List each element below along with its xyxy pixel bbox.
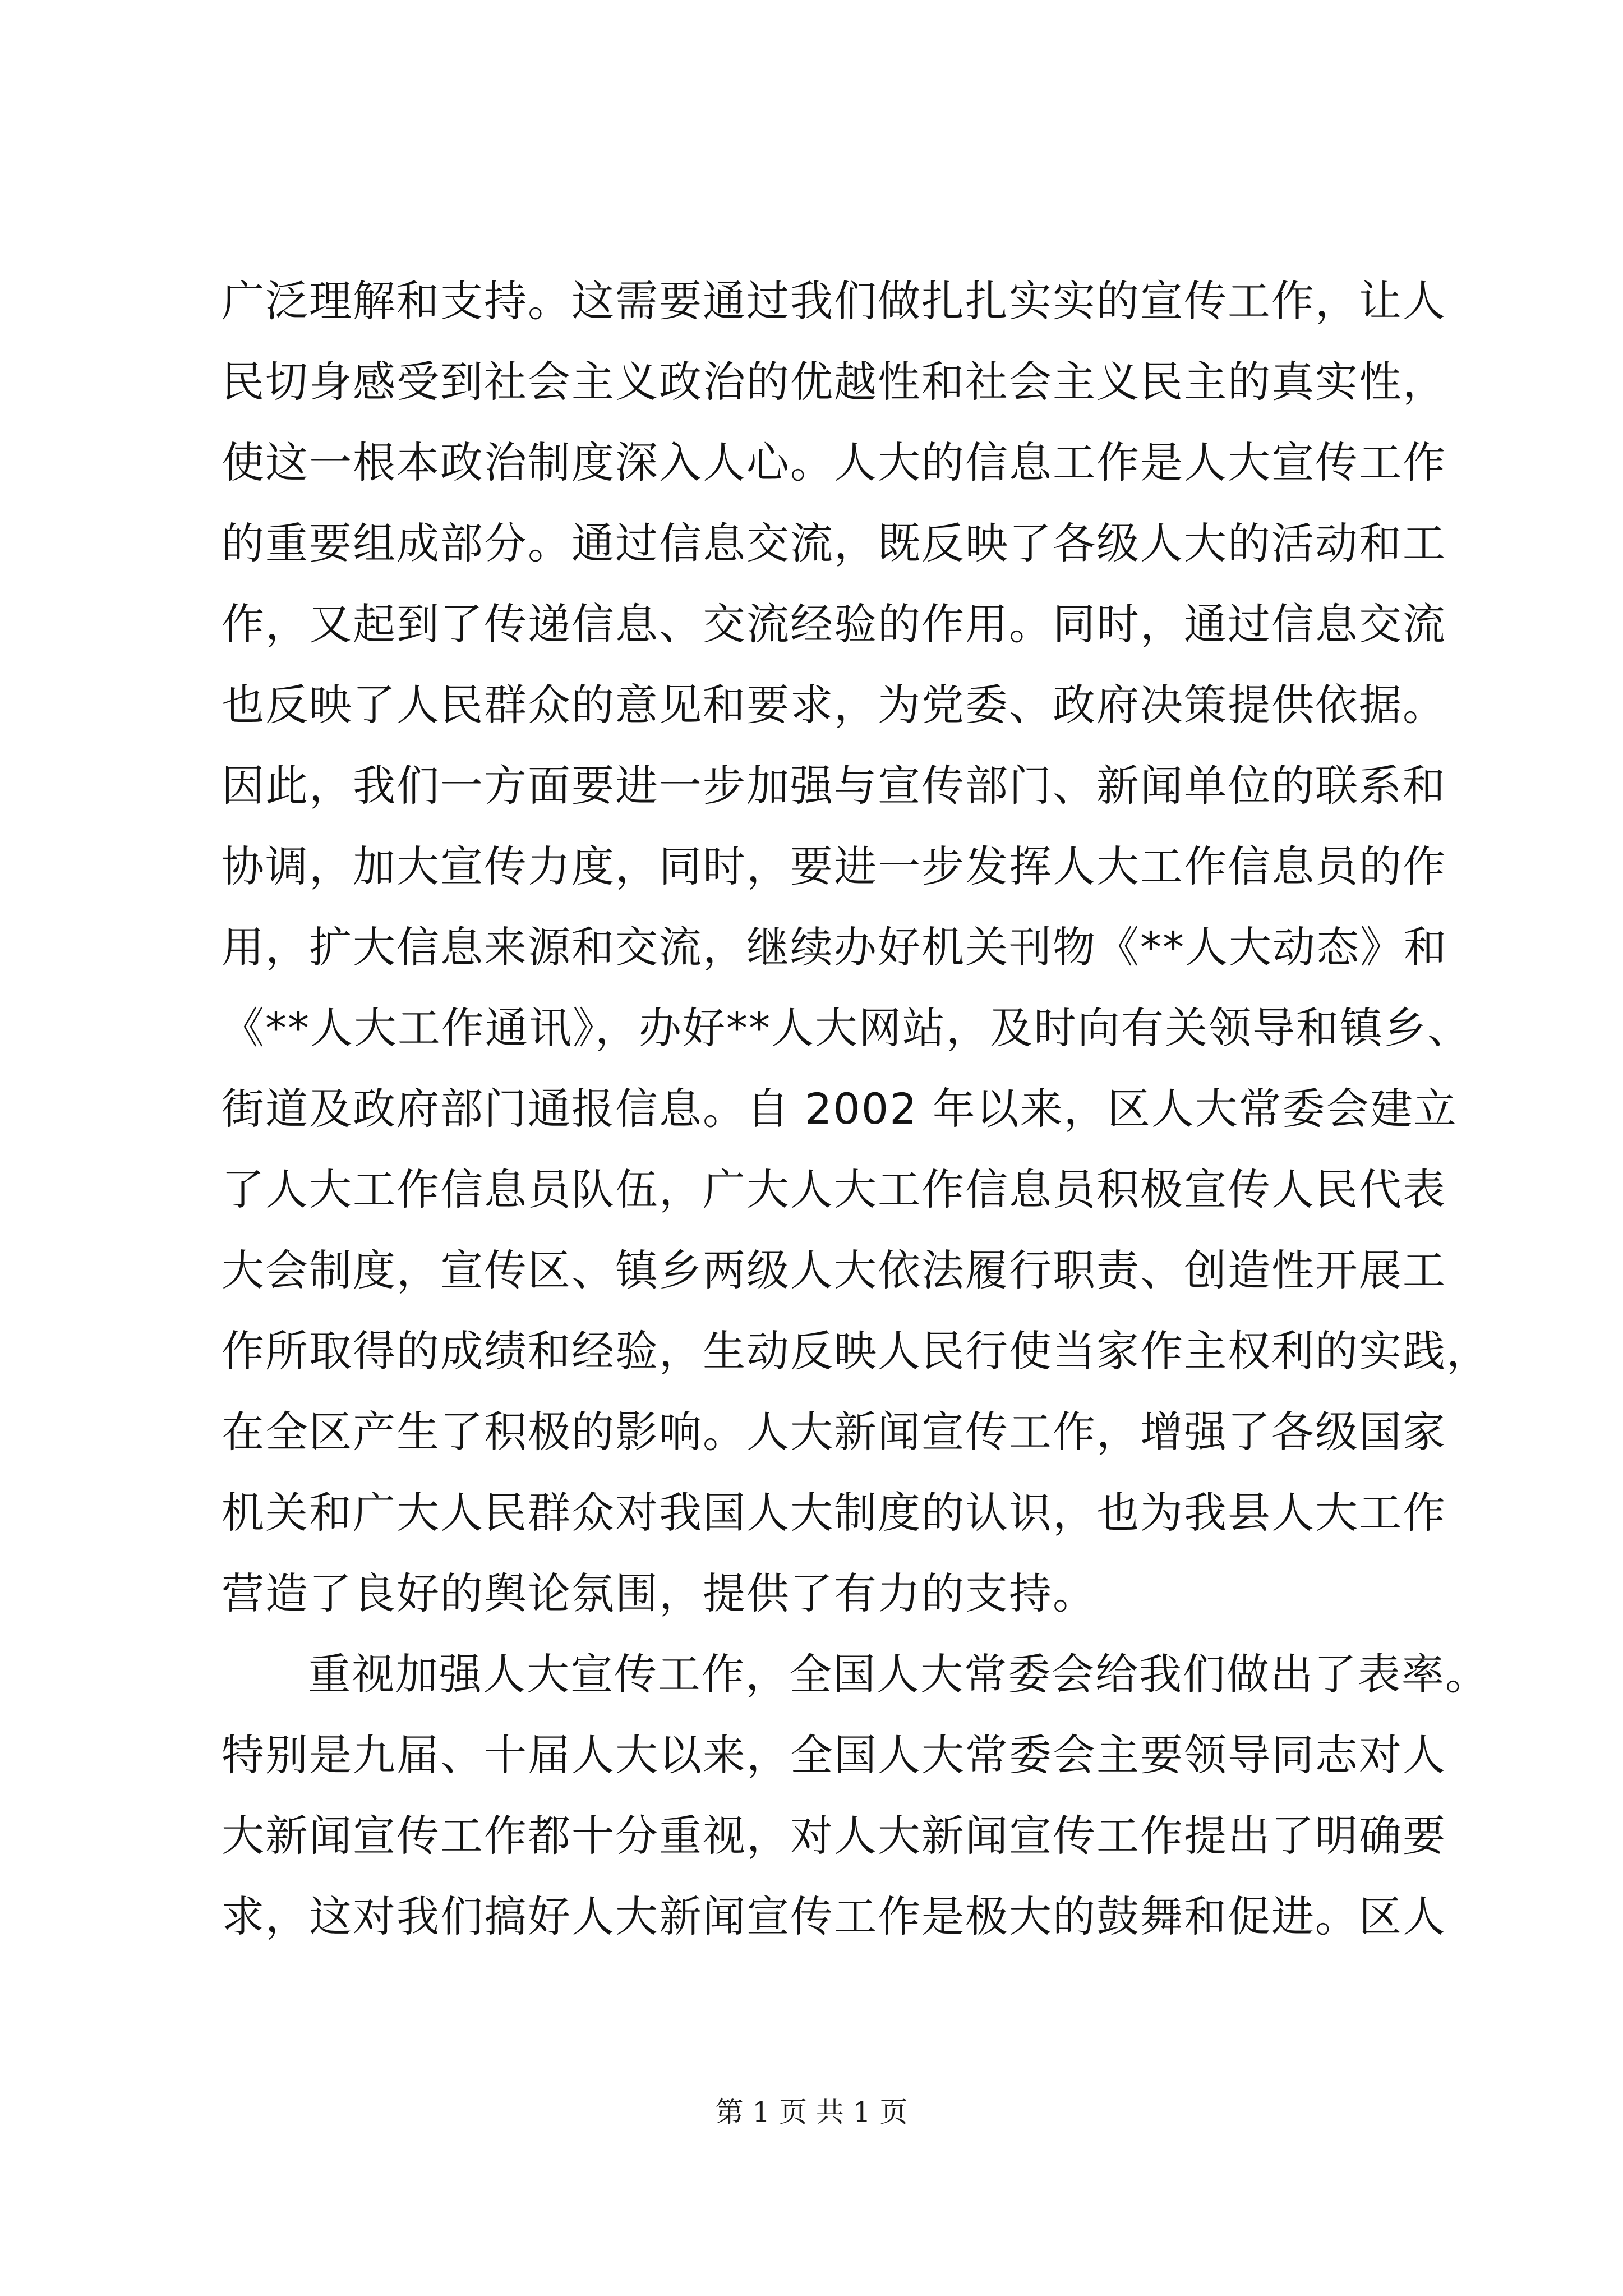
- text-line: 的重要组成部分。通过信息交流，既反映了各级人大的活动和工: [222, 518, 1446, 568]
- text-line: 营造了良好的舆论氛围，提供了有力的支持。: [222, 1568, 1096, 1618]
- text-line: 重视加强人大宣传工作，全国人大常委会给我们做出了表率。: [308, 1649, 1489, 1699]
- text-line: 街道及政府部门通报信息。自 2002 年以来，区人大常委会建立: [222, 1084, 1458, 1134]
- text-line: 求，这对我们搞好人大新闻宣传工作是极大的鼓舞和促进。区人: [222, 1892, 1446, 1941]
- text-line: 《**人大工作通讯》，办好**人大网站，及时向有关领导和镇乡、: [222, 1003, 1471, 1053]
- document-body: [222, 261, 1490, 1957]
- text-line: 因此，我们一方面要进一步加强与宣传部门、新闻单位的联系和: [222, 761, 1446, 811]
- text-line: 大新闻宣传工作都十分重视，对人大新闻宣传工作提出了明确要: [222, 1811, 1446, 1861]
- page-footer: [0, 2092, 1623, 2132]
- text-line: 广泛理解和支持。这需要通过我们做扎扎实实的宣传工作，让人: [222, 276, 1446, 326]
- text-line: 机关和广大人民群众对我国人大制度的认识，也为我县人大工作: [222, 1488, 1446, 1538]
- text-line: 协调，加大宣传力度，同时，要进一步发挥人大工作信息员的作: [222, 841, 1446, 891]
- paragraph: [222, 261, 1490, 1634]
- text-line: 也反映了人民群众的意见和要求，为党委、政府决策提供依据。: [222, 680, 1446, 730]
- text-line: 大会制度，宣传区、镇乡两级人大依法履行职责、创造性开展工: [222, 1245, 1446, 1295]
- text-line: 使这一根本政治制度深入人心。人大的信息工作是人大宣传工作: [222, 438, 1446, 487]
- text-line: 作，又起到了传递信息、交流经验的作用。同时，通过信息交流: [222, 599, 1446, 649]
- page-number-label: 第 1 页 共 1 页: [715, 2096, 908, 2128]
- text-line: 作所取得的成绩和经验，生动反映人民行使当家作主权利的实践，: [222, 1326, 1490, 1376]
- text-line: 在全区产生了积极的影响。人大新闻宣传工作，增强了各级国家: [222, 1407, 1446, 1457]
- text-line: 了人大工作信息员队伍，广大人大工作信息员积极宣传人民代表: [222, 1165, 1446, 1214]
- text-line: 民切身感受到社会主义政治的优越性和社会主义民主的真实性，: [222, 357, 1446, 407]
- paragraph: [222, 1634, 1489, 1957]
- text-line: 特别是九届、十届人大以来，全国人大常委会主要领导同志对人: [222, 1730, 1446, 1780]
- text-line: 用，扩大信息来源和交流，继续办好机关刊物《**人大动态》和: [222, 922, 1447, 972]
